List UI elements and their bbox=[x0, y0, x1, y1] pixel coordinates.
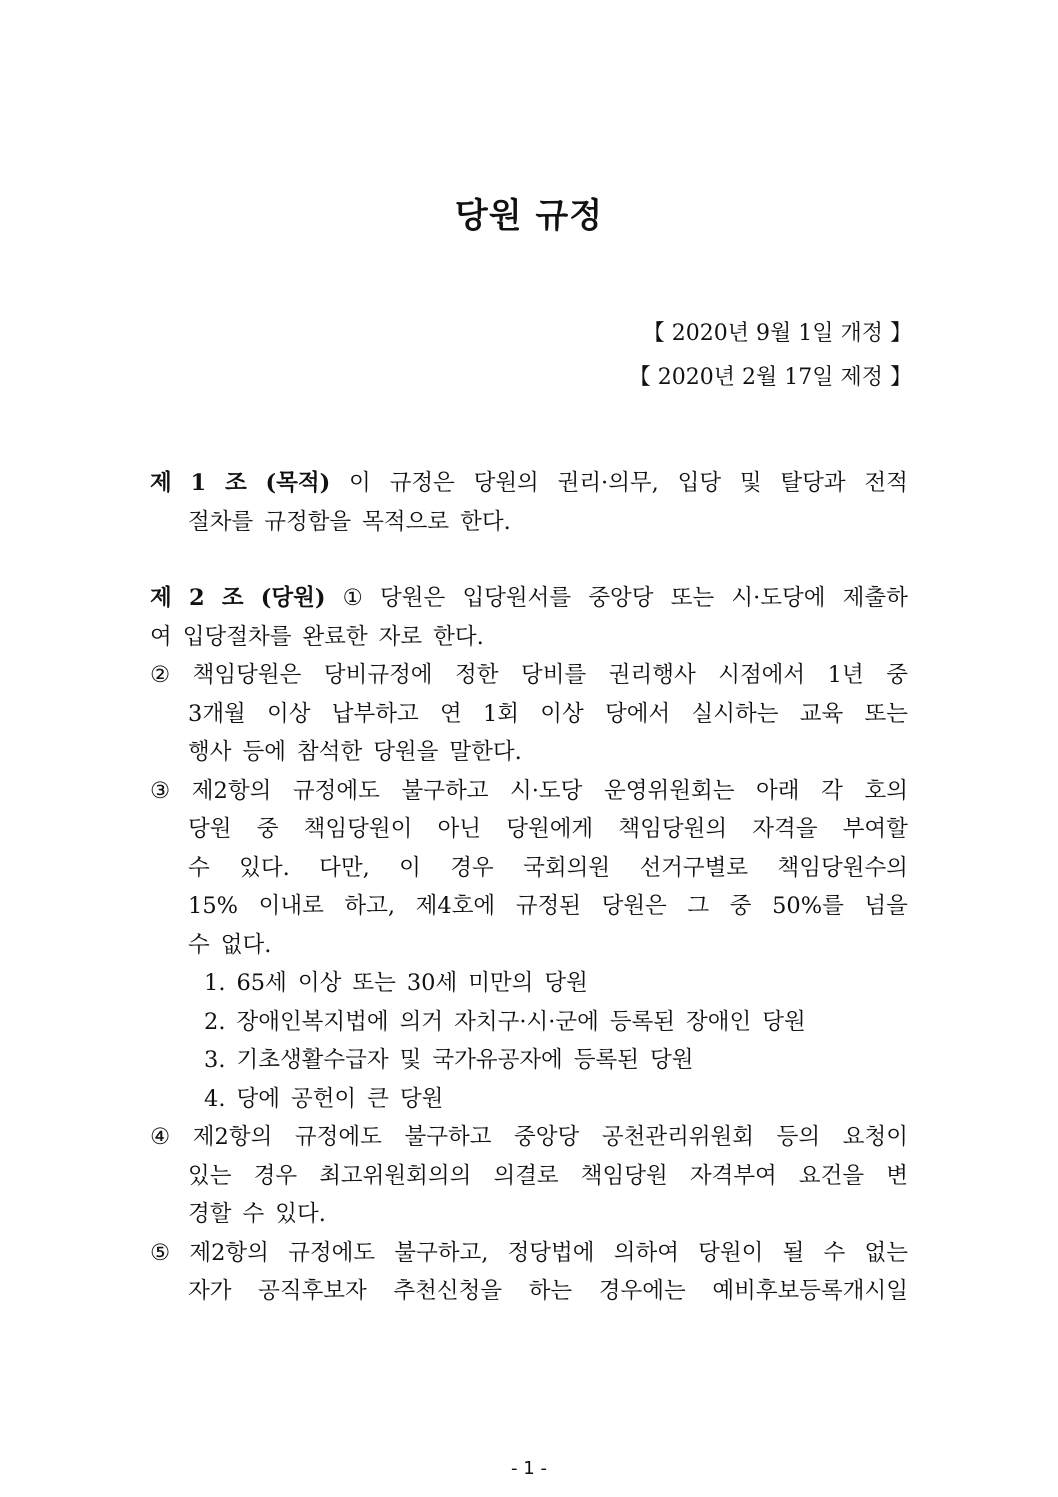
article-line: ③ 제2항의 규정에도 불구하고 시·도당 운영위원회는 아래 각 호의 bbox=[150, 777, 908, 804]
article-line: 수 있다. 다만, 이 경우 국회의원 선거구별로 책임당원수의 bbox=[188, 854, 908, 881]
revision-dates bbox=[629, 312, 912, 400]
document-title: 당원 규정 bbox=[454, 196, 604, 236]
article-line: 절차를 규정함을 목적으로 한다. bbox=[188, 508, 511, 535]
revision-date-enacted: 【 2020년 2월 17일 제정 】 bbox=[628, 365, 912, 390]
article-line: 자가 공직후보자 추천신청을 하는 경우에는 예비후보등록개시일 bbox=[188, 1278, 908, 1304]
page-number: - 1 - bbox=[511, 1458, 547, 1479]
article-1 bbox=[150, 464, 908, 541]
article-line: 4. 당에 공헌이 큰 당원 bbox=[204, 1085, 444, 1112]
article-line: 있는 경우 최고위원회의의 의결로 책임당원 자격부여 요건을 변 bbox=[188, 1162, 908, 1189]
article-line: 경할 수 있다. bbox=[188, 1201, 326, 1227]
article-line: 3개월 이상 납부하고 연 1회 이상 당에서 실시하는 교육 또는 bbox=[188, 700, 908, 727]
article-line: 제 1 조 (목적) 이 규정은 당원의 권리·의무, 입당 및 탈당과 전적 bbox=[150, 470, 908, 496]
article-line: 당원 중 책임당원이 아닌 당원에게 책임당원의 자격을 부여할 bbox=[188, 816, 908, 842]
document-body bbox=[150, 464, 908, 1311]
article-line: 2. 장애인복지법에 의거 자치구·시·군에 등록된 장애인 당원 bbox=[204, 1008, 806, 1035]
article-line: 수 없다. bbox=[188, 931, 272, 958]
article-line: 3. 기초생활수급자 및 국가유공자에 등록된 당원 bbox=[204, 1047, 694, 1073]
article-line: 제 2 조 (당원) ① 당원은 입당원서를 중앙당 또는 시·도당에 제출하 bbox=[150, 585, 908, 611]
article-line: ④ 제2항의 규정에도 불구하고 중앙당 공천관리위원회 등의 요청이 bbox=[150, 1124, 908, 1150]
article-line: 15% 이내로 하고, 제4호에 규정된 당원은 그 중 50%를 넘을 bbox=[188, 893, 908, 919]
article-2 bbox=[150, 579, 908, 1311]
article-line: 1. 65세 이상 또는 30세 미만의 당원 bbox=[204, 970, 588, 996]
article-gap bbox=[150, 541, 908, 579]
revision-date-amended: 【 2020년 9월 1일 개정 】 bbox=[642, 321, 912, 346]
article-line: 여 입당절차를 완료한 자로 한다. bbox=[150, 623, 484, 650]
article-line: ② 책임당원은 당비규정에 정한 당비를 권리행사 시점에서 1년 중 bbox=[150, 662, 908, 688]
article-line: ⑤ 제2항의 규정에도 불구하고, 정당법에 의하여 당원이 될 수 없는 bbox=[150, 1239, 908, 1266]
article-line: 행사 등에 참석한 당원을 말한다. bbox=[188, 739, 522, 765]
